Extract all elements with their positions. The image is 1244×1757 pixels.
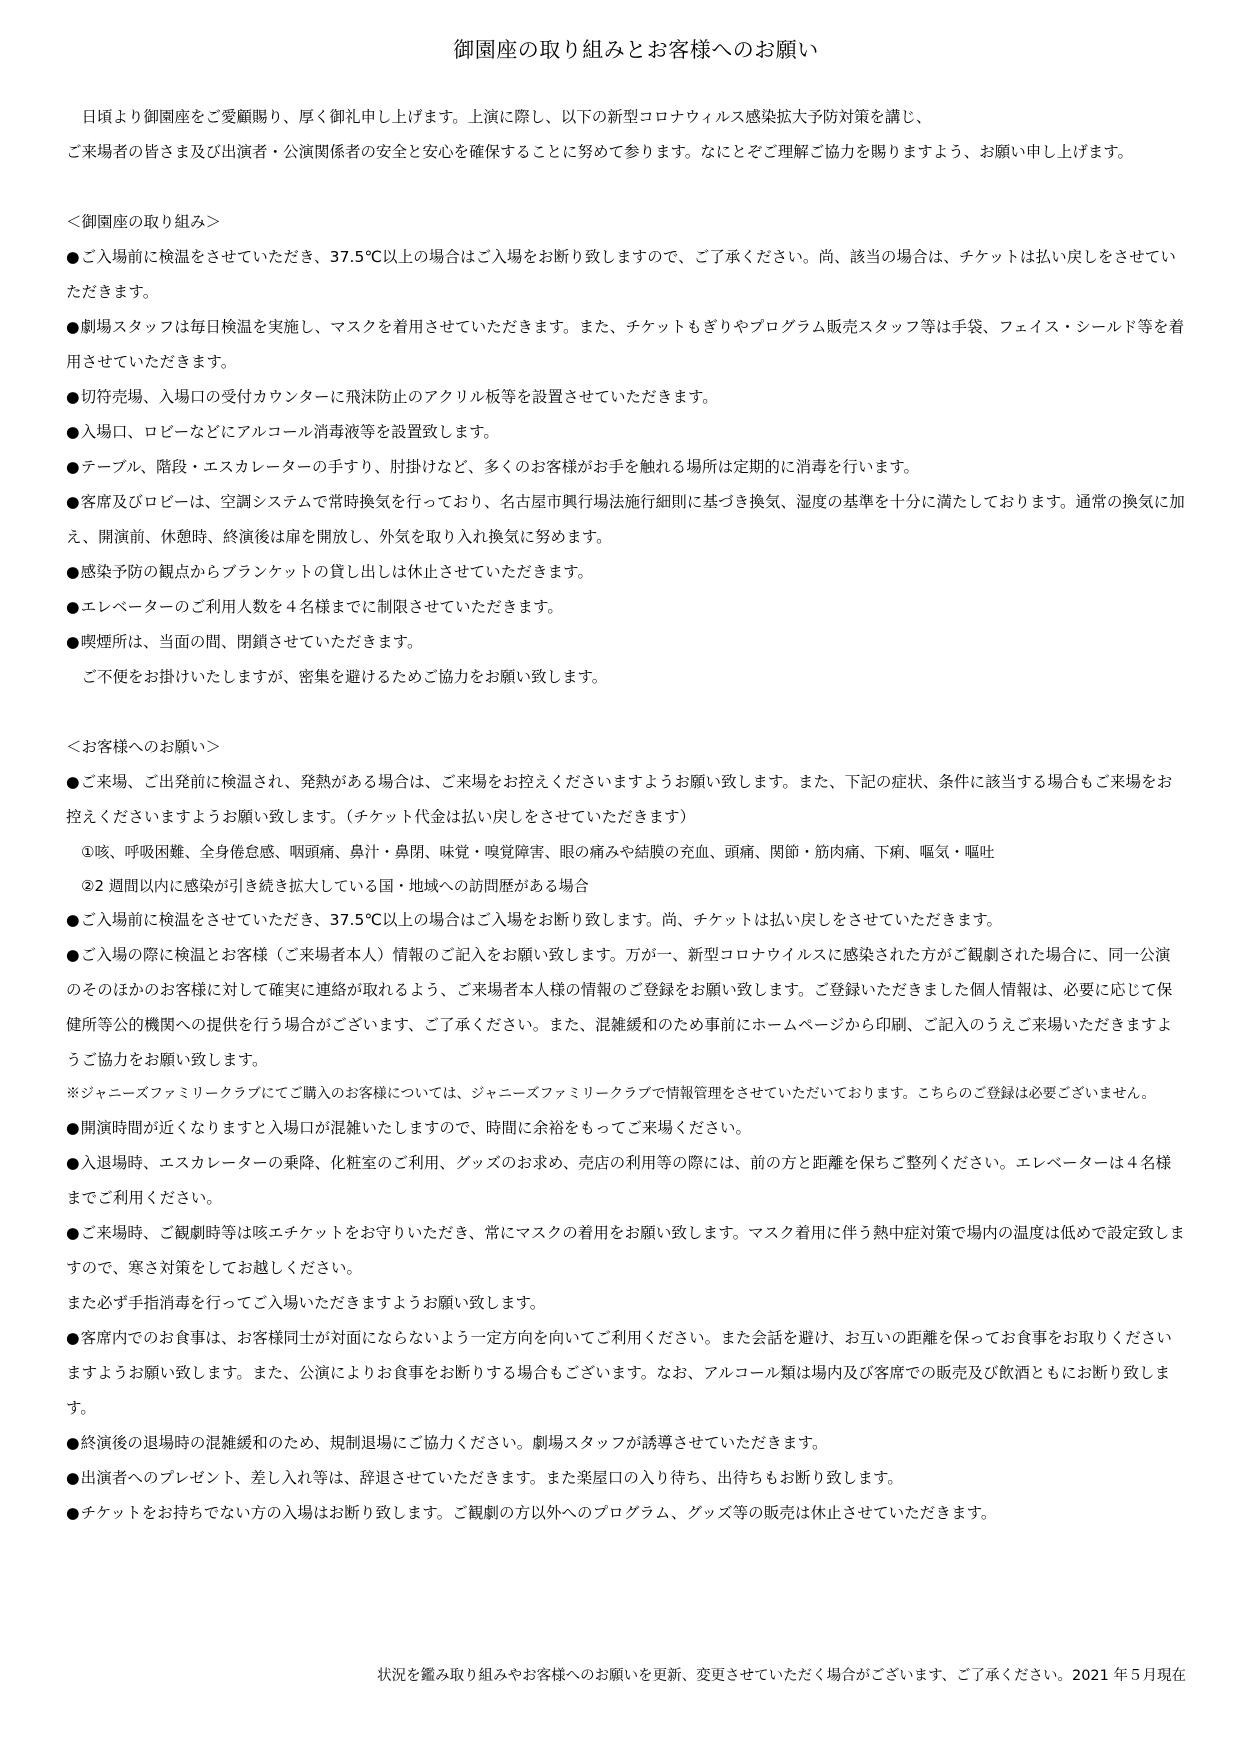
notice-document [66,30,1186,1531]
list-item [66,555,1186,590]
requests-heading: ＜お客様へのお願い＞ [66,738,222,756]
list-item-text: ご来場時、ご観劇時等は咳エチケットをお守りいただき、常にマスクの着用をお願い致します。マスク着用に伴う熱中症対策で場内の温度は低めで設定致しますので、寒さ対策をしてお越しください。 [66,1224,1185,1277]
list-item-text: テーブル、階段・エスカレーターの手すり、肘掛けなど、多くのお客様がお手を触れる場所は定期的に消毒を行います。 [80,458,920,476]
page-title: 御園座の取り組みとお客様へのお願い [453,38,819,62]
hand-sanitizing-note: また必ず手指消毒を行ってご入場いただきますようお願い致します。 [66,1294,546,1312]
bullet-icon: ● [66,1329,80,1347]
list-item [66,450,1186,485]
intro-first-line: 日頃より御園座をご愛顧賜り、厚く御礼申し上げます。上演に際し、以下の新型コロナウィルス感染拡大予防対策を講じ、 [81,108,932,126]
measures-heading: ＜御園座の取り組み＞ [66,213,222,231]
measures-closing: ご不便をお掛けいたしますが、密集を避けるためご協力をお願い致します。 [81,668,608,686]
list-item [66,1426,1186,1461]
bullet-icon: ● [66,1154,80,1172]
intro-paragraph [66,100,1186,170]
list-item-text: ご入場前に検温をさせていただき、37.5℃以上の場合はご入場をお断り致します。尚、チケットは払い戻しをさせていただきます。 [80,911,1003,929]
bullet-icon: ● [66,458,80,476]
bullet-icon: ● [66,1224,80,1242]
bullet-icon: ● [66,318,80,336]
bullet-icon: ● [66,423,80,441]
bullet-icon: ● [66,563,80,581]
list-item [66,240,1186,310]
bullet-icon: ● [66,1119,80,1137]
list-item-text: チケットをお持ちでない方の入場はお断り致します。ご観劇の方以外へのプログラム、グッズ等の販売は休止させていただきます。 [80,1504,997,1522]
list-item-text: 客席内でのお食事は、お客様同士が対面にならないよう一定方向を向いてご利用ください。また会話を避け、お互いの距離を保ってお食事をお取りくださいますようお願い致します。また、公演によりお食事をお断りする場合もございます。なお、アルコール類は場内及び客席での販売及び飲酒ともにお断り致します。 [66,1329,1173,1417]
list-item [66,938,1186,1078]
list-item-text: ご来場、ご出発前に検温され、発熱がある場合は、ご来場をお控えくださいますようお願い致します。また、下記の症状、条件に該当する場合もご来場をお控えくださいますようお願い致します。（チケット代金は払い戻しをさせていただきます） [66,773,1173,826]
list-item-text: エレベーターのご利用人数を４名様までに制限させていただきます。 [80,598,563,616]
list-item-text: ご入場前に検温をさせていただき、37.5℃以上の場合はご入場をお断り致しますので、ご了承ください。尚、該当の場合は、チケットは払い戻しをさせていただきます。 [66,248,1176,301]
list-item-text: 喫煙所は、当面の間、閉鎖させていただきます。 [80,633,423,651]
bullet-icon: ● [66,1469,80,1487]
spacer [66,695,1186,730]
requests-list [66,765,1186,1531]
bullet-icon: ● [66,633,80,651]
list-item [66,1146,1186,1216]
list-item [66,590,1186,625]
bullet-icon: ● [66,946,80,964]
list-item-text: 客席及びロビーは、空調システムで常時換気を行っており、名古屋市興行場法施行細則に基づき換気、湿度の基準を十分に満たしております。通常の換気に加え、開演前、休憩時、終演後は扉を開放し、外気を取り入れ換気に努めます。 [66,493,1185,546]
list-item [66,765,1186,835]
list-item [66,1321,1186,1426]
symptom-condition-1: ①咳、呼吸困難、全身倦怠感、咽頭痛、鼻汁・鼻閉、味覚・嗅覚障害、眼の痛みや結膜の充血、頭痛、関節・筋肉痛、下痢、嘔気・嘔吐 [81,843,995,861]
list-item-text: 切符売場、入場口の受付カウンターに飛沫防止のアクリル板等を設置させていただきます。 [80,388,718,406]
measures-list [66,240,1186,695]
list-item [66,1216,1186,1286]
list-item-text: 劇場スタッフは毎日検温を実施し、マスクを着用させていただきます。また、チケットもぎりやプログラム販売スタッフ等は手袋、フェイス・シールド等を着用させていただきます。 [66,318,1185,371]
list-item-text: 入場口、ロビーなどにアルコール消毒液等を設置致します。 [80,423,500,441]
list-item [66,1496,1186,1531]
bullet-icon: ● [66,493,80,511]
symptom-condition-2: ②2 週間以内に感染が引き続き拡大している国・地域への訪問歴がある場合 [81,877,589,895]
list-item [66,415,1186,450]
intro-rest: ご来場者の皆さま及び出演者・公演関係者の安全と安心を確保することに努めて参ります。なにとぞご理解ご協力を賜りますよう、お願い申し上げます。 [66,143,1134,161]
list-item-text: 開演時間が近くなりますと入場口が混雑いたしますので、時間に余裕をもってご来場ください。 [80,1119,752,1137]
list-item-text: 出演者へのプレゼント、差し入れ等は、辞退させていただきます。また楽屋口の入り待ち、出待ちもお断り致します。 [80,1469,903,1487]
spacer [66,170,1186,205]
bullet-icon: ● [66,248,80,266]
list-item [66,380,1186,415]
list-item-text: 入退場時、エスカレーターの乗降、化粧室のご利用、グッズのお求め、売店の利用等の際には、前の方と距離を保ちご整列ください。エレベーターは４名様までご利用ください。 [66,1154,1172,1207]
list-item [66,1461,1186,1496]
list-item [66,625,1186,660]
list-item [66,903,1186,938]
list-item [66,485,1186,555]
list-item-text: 感染予防の観点からブランケットの貸し出しは休止させていただきます。 [80,563,594,581]
list-item-text: ご入場の際に検温とお客様（ご来場者本人）情報のご記入をお願い致します。万が一、新型コロナウイルスに感染された方がご観劇された場合に、同一公演のそのほかのお客様に対して確実に連絡が取れるよう、ご来場者本人様の情報のご登録をお願い致します。ご登録いただきました個人情報は、必要に応じて保健所等公的機関への提供を行う場合がございます、ご了承ください。また、混雑緩和のため事前にホームページから印刷、ご記入のうえご来場いただきますようご協力をお願い致します。 [66,946,1173,1069]
update-notice-footer: 状況を鑑み取り組みやお客様へのお願いを更新、変更させていただく場合がございます、ご了承ください。2021 年５月現在 [377,1668,1186,1684]
bullet-icon: ● [66,1434,80,1452]
list-item-text: 終演後の退場時の混雑緩和のため、規制退場にご協力ください。劇場スタッフが誘導させていただきます。 [80,1434,828,1452]
fan-club-note: ※ジャニーズファミリークラブにてご購入のお客様については、ジャニーズファミリークラブで情報管理をさせていただいております。こちらのご登録は必要ございません。 [66,1086,1156,1102]
bullet-icon: ● [66,911,80,929]
list-item [66,310,1186,380]
list-item [66,1111,1186,1146]
bullet-icon: ● [66,773,80,791]
bullet-icon: ● [66,598,80,616]
bullet-icon: ● [66,1504,80,1522]
bullet-icon: ● [66,388,80,406]
